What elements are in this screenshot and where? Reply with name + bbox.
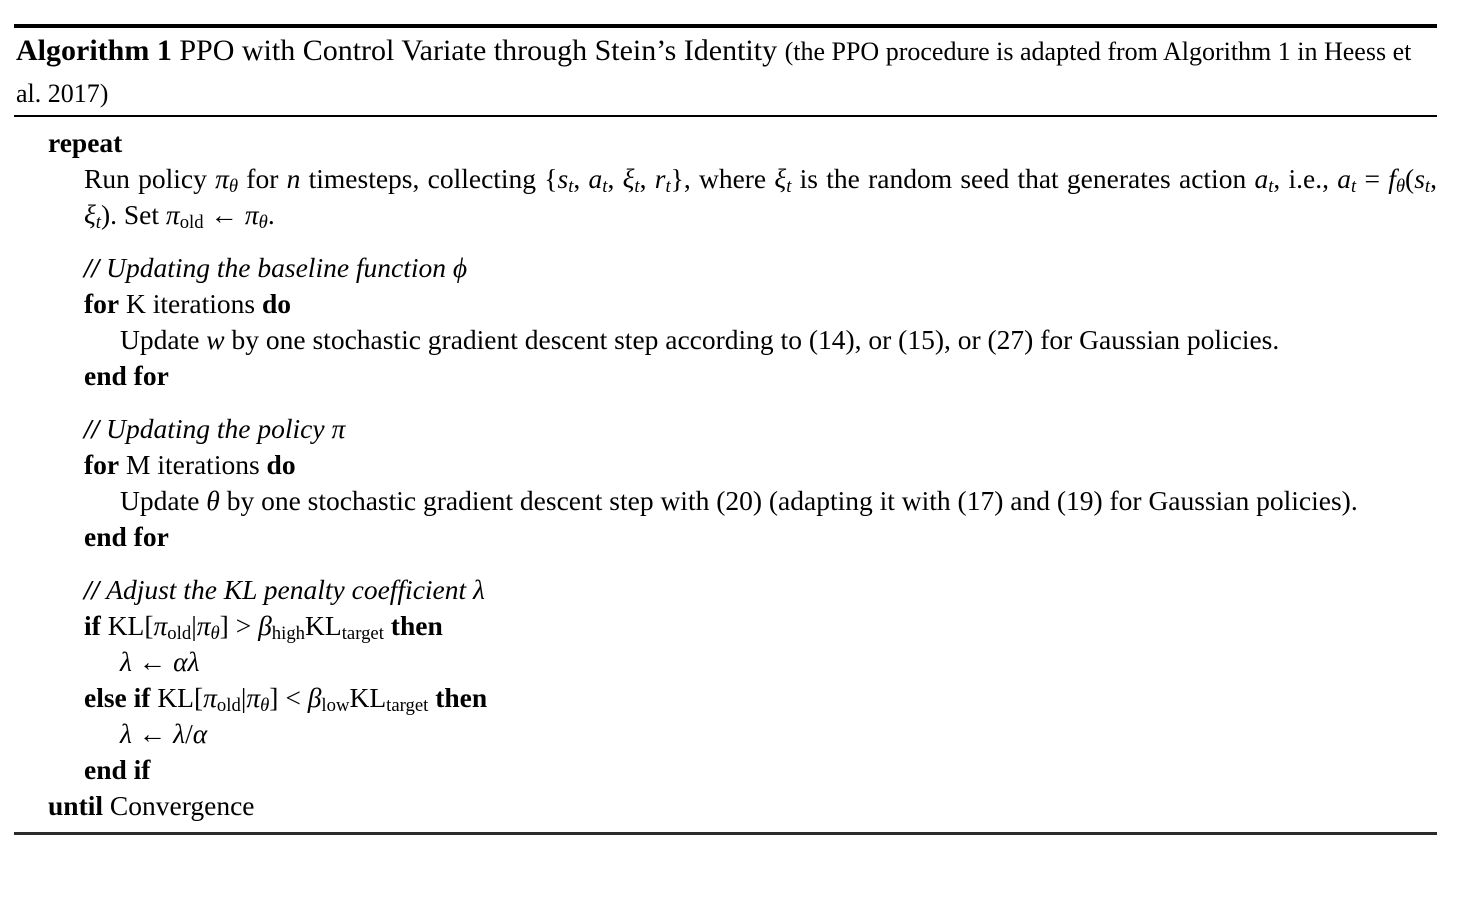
statement-lambda-decrease	[14, 716, 1437, 752]
text-segment: for	[84, 288, 120, 319]
text-segment: π	[153, 610, 168, 641]
text-segment: .	[267, 199, 275, 230]
text-segment: for	[84, 449, 120, 480]
text-segment: K iterations	[119, 288, 262, 319]
text-segment: π	[331, 413, 346, 444]
text-segment: t	[1351, 176, 1357, 198]
text-segment: θ	[210, 623, 220, 645]
text-segment: f	[1388, 163, 1396, 194]
text-segment: t	[602, 176, 608, 198]
text-segment: s	[1414, 163, 1425, 194]
text-segment: ϕ	[452, 252, 468, 283]
until-convergence	[14, 788, 1437, 824]
text-segment: low	[321, 695, 350, 717]
text-segment: λ	[120, 646, 132, 677]
bottom-rule	[14, 832, 1437, 835]
text-segment: is the random seed that generates action	[791, 163, 1255, 194]
text-segment: Convergence	[103, 790, 255, 821]
text-segment: π	[203, 682, 217, 713]
text-segment: by one stochastic gradient descent step with (20) (adapting it with (17) and (19) for Gaussian policies).	[219, 485, 1358, 516]
text-segment: then	[435, 682, 488, 713]
text-segment: //	[84, 574, 107, 605]
text-segment: ,	[607, 163, 623, 194]
text-segment: ←	[131, 718, 174, 749]
text-segment: Updating the policy	[106, 413, 332, 444]
if-kl-high	[14, 608, 1437, 644]
text-segment: ,	[639, 163, 655, 194]
end-if	[14, 752, 1437, 788]
comment-updating-policy	[14, 411, 1437, 447]
comment-updating-baseline	[14, 250, 1437, 286]
text-segment: π	[246, 682, 261, 713]
keyword-repeat	[14, 125, 1437, 161]
text-segment: (	[1405, 163, 1415, 194]
comment-adjust-kl	[14, 572, 1437, 608]
text-segment: t	[1268, 176, 1274, 198]
text-segment: θ	[228, 176, 239, 198]
text-segment: }, where	[670, 163, 775, 194]
text-segment: ,	[1430, 163, 1437, 194]
text-segment: Update	[120, 324, 207, 355]
text-segment: ξ	[622, 163, 635, 194]
text-segment: target	[386, 695, 429, 717]
text-segment: ξ	[774, 163, 787, 194]
text-segment: end for	[84, 521, 169, 552]
text-segment: ] >	[219, 610, 259, 641]
text-segment: KL	[305, 610, 342, 641]
for-m-iterations	[14, 447, 1437, 483]
text-segment: t	[786, 176, 792, 198]
text-segment: t	[1424, 176, 1431, 198]
text-segment: high	[271, 623, 306, 645]
text-segment: t	[95, 212, 101, 234]
text-segment: π	[244, 199, 259, 230]
text-segment: λ	[173, 718, 186, 749]
text-segment: θ	[258, 212, 268, 234]
text-segment: λ	[120, 718, 132, 749]
text-segment: until	[48, 790, 104, 821]
text-segment: ). Set	[100, 199, 166, 230]
text-segment: λ	[473, 574, 485, 605]
text-segment: for	[238, 163, 287, 194]
text-segment: end for	[84, 360, 169, 391]
text-segment: t	[568, 176, 574, 198]
text-segment: ,	[573, 163, 589, 194]
text-segment: α	[192, 718, 208, 749]
text-segment: a	[588, 163, 603, 194]
text-segment: Updating the baseline function	[106, 252, 453, 283]
text-segment: Update	[120, 485, 207, 516]
text-segment: ξ	[84, 199, 96, 230]
text-segment: t	[634, 176, 640, 198]
text-segment: timesteps, collecting {	[300, 163, 558, 194]
end-for-policy	[14, 519, 1437, 555]
algorithm-box	[14, 0, 1437, 835]
algorithm-title-note: (the PPO procedure is adapted from Algorithm 1 in Heess et al. 2017)	[16, 37, 1412, 108]
text-segment: repeat	[48, 127, 123, 158]
text-segment	[384, 610, 391, 641]
text-segment: =	[1356, 163, 1389, 194]
text-segment: //	[84, 252, 107, 283]
text-segment: π	[215, 163, 229, 194]
text-segment: ←	[131, 646, 174, 677]
text-segment: by one stochastic gradient descent step according to (14), or (15), or (27) for Gaussian policies.	[224, 324, 1280, 355]
statement-update-theta	[14, 483, 1437, 519]
text-segment: else if	[84, 682, 151, 713]
text-segment: ] <	[269, 682, 308, 713]
text-segment: /	[185, 718, 193, 749]
text-segment: do	[266, 449, 296, 480]
text-segment: end if	[84, 754, 151, 785]
text-segment: then	[390, 610, 443, 641]
text-segment: |	[191, 610, 197, 641]
text-segment: do	[261, 288, 291, 319]
text-segment: w	[206, 324, 225, 355]
text-segment: KL	[349, 682, 387, 713]
text-segment: |	[240, 682, 247, 713]
text-segment: a	[1254, 163, 1269, 194]
statement-update-w	[14, 322, 1437, 358]
algorithm-title	[14, 28, 1437, 115]
else-if-kl-low	[14, 680, 1437, 716]
algorithm-label: Algorithm 1	[16, 34, 172, 67]
text-segment: θ	[1395, 176, 1406, 198]
text-segment: Run policy	[84, 163, 216, 194]
text-segment: old	[167, 623, 192, 645]
text-segment: if	[84, 610, 101, 641]
text-segment: KL[	[100, 610, 154, 641]
text-segment: θ	[206, 485, 220, 516]
text-segment: s	[557, 163, 569, 194]
text-segment: π	[165, 199, 180, 230]
statement-lambda-increase	[14, 644, 1437, 680]
text-segment: r	[654, 163, 666, 194]
text-segment: M iterations	[119, 449, 267, 480]
statement-run-policy	[14, 161, 1437, 233]
text-segment: KL[	[150, 682, 204, 713]
algorithm-name: PPO with Control Variate through Stein’s Identity	[179, 34, 778, 67]
text-segment: αλ	[173, 646, 200, 677]
text-segment: t	[665, 176, 671, 198]
text-segment: n	[286, 163, 301, 194]
text-segment: β	[258, 610, 272, 641]
text-segment: β	[307, 682, 322, 713]
text-segment: old	[216, 695, 241, 717]
text-segment: θ	[260, 695, 270, 717]
text-segment: old	[179, 212, 204, 234]
text-segment: a	[1337, 163, 1351, 194]
text-segment: ←	[203, 199, 245, 230]
algorithm-body	[14, 117, 1437, 824]
text-segment: Adjust the KL penalty coefficient	[106, 574, 474, 605]
text-segment: π	[196, 610, 211, 641]
end-for-baseline	[14, 358, 1437, 394]
text-segment: target	[341, 623, 384, 645]
text-segment: , i.e.,	[1273, 163, 1338, 194]
text-segment: //	[84, 413, 107, 444]
for-k-iterations	[14, 286, 1437, 322]
